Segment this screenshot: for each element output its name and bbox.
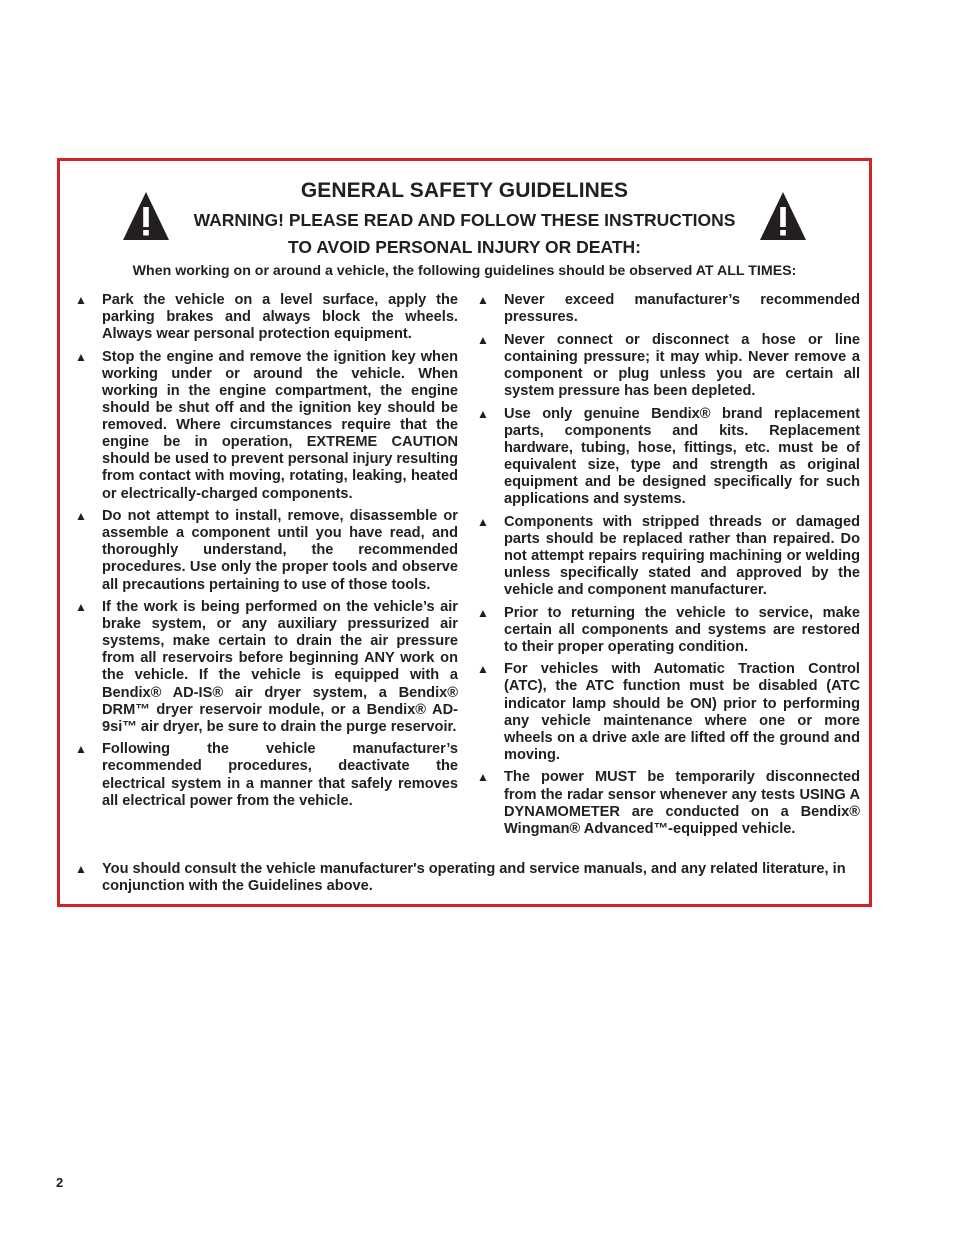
list-item xyxy=(477,514,860,599)
list-item xyxy=(75,508,458,593)
item-text: Following the vehicle manufacturer’s recommended procedures, deactivate the electrical system in a manner that safely removes all electrical power from the vehicle. xyxy=(102,741,458,809)
warning-line-1: WARNING! PLEASE READ AND FOLLOW THESE INSTRUCTIONS xyxy=(193,210,736,230)
item-text: Components with stripped threads or damaged parts should be replaced rather than repaired. Do not attempt repairs requiring machining or welding unless specifically stated and approved by the vehicle and component manufacturer. xyxy=(504,513,860,598)
list-item xyxy=(75,292,458,343)
list-item xyxy=(75,741,458,809)
triangle-bullet-icon: ▲ xyxy=(477,406,489,421)
list-item xyxy=(477,661,860,764)
right-column xyxy=(477,292,860,843)
list-item xyxy=(477,292,860,326)
item-text: Use only genuine Bendix® brand replacement parts, components and kits. Replacement hardware, tubing, hose, fittings, etc. must be of equivalent size, type and strength as original equipment and be designed specifically for such applications and systems. xyxy=(504,405,860,508)
safety-guidelines-box xyxy=(57,158,872,907)
item-text: Never connect or disconnect a hose or line containing pressure; it may whip. Never remove a component or plug unless you are certain all system pressure has been depleted. xyxy=(504,331,860,399)
triangle-bullet-icon: ▲ xyxy=(75,742,87,757)
triangle-bullet-icon: ▲ xyxy=(75,600,87,615)
left-guidelines-list xyxy=(75,292,458,810)
triangle-bullet-icon: ▲ xyxy=(75,862,87,876)
item-text: You should consult the vehicle manufacturer's operating and service manuals, and any related literature, in conjunction with the Guidelines above. xyxy=(102,861,846,895)
triangle-bullet-icon: ▲ xyxy=(477,662,489,677)
list-item xyxy=(477,406,860,509)
intro-text: When working on or around a vehicle, the following guidelines should be observed AT ALL TIMES: xyxy=(132,263,797,279)
item-text: The power MUST be temporarily disconnected from the radar sensor whenever any tests USING A DYNAMOMETER are conducted on a Bendix® Wingman® Advanced™-equipped vehicle. xyxy=(504,769,860,837)
item-text: Park the vehicle on a level surface, apply the parking brakes and always block the wheels. Always wear personal protection equipment. xyxy=(102,292,458,343)
list-item xyxy=(477,332,860,400)
item-text: For vehicles with Automatic Traction Control (ATC), the ATC function must be disabled (ATC indicator lamp should be ON) prior to performing any vehicle maintenance where one or more wheels on a drive axle are lifted off the ground and moving. xyxy=(504,661,860,763)
list-item xyxy=(477,769,860,837)
triangle-bullet-icon: ▲ xyxy=(477,514,489,529)
warning-line-2: TO AVOID PERSONAL INJURY OR DEATH: xyxy=(288,237,641,257)
triangle-bullet-icon: ▲ xyxy=(477,605,489,620)
triangle-bullet-icon: ▲ xyxy=(75,349,87,364)
list-item xyxy=(477,605,860,656)
page-number: 2 xyxy=(56,1175,64,1190)
triangle-bullet-icon: ▲ xyxy=(477,293,489,307)
right-guidelines-list xyxy=(477,292,860,838)
triangle-bullet-icon: ▲ xyxy=(75,509,87,524)
item-text: Do not attempt to install, remove, disassemble or assemble a component until you have read, and thoroughly understand, the recommended procedures. Use only the proper tools and observe all precautions pertaining to use of those tools. xyxy=(102,508,458,593)
triangle-bullet-icon: ▲ xyxy=(477,332,489,347)
final-guideline xyxy=(75,861,860,895)
item-text: If the work is being performed on the vehicle’s air brake system, or any auxiliary pressurized air systems, make certain to drain the air pressure from all reservoirs before beginning ANY work on the vehicle. If the vehicle is equipped with a Bendix® AD-IS® air dryer system, a Bendix® DRM™ dryer reservoir module, or a Bendix® AD-9si™ air dryer, be sure to drain the purge reservoir. xyxy=(102,599,458,735)
triangle-bullet-icon: ▲ xyxy=(75,293,87,307)
item-text: Never exceed manufacturer’s recommended pressures. xyxy=(504,292,860,326)
list-item xyxy=(75,599,458,736)
item-text: Stop the engine and remove the ignition key when working under or around the vehicle. When working in the engine compartment, the engine should be shut off and the ignition key should be removed. Where circumstances require that the engine be in operation, EXTREME CAUTION should be used to prevent personal injury resulting from contact with moving, rotating, leaking, heated or electrically-charged components. xyxy=(102,348,458,502)
list-item xyxy=(75,349,458,503)
guidelines-title: GENERAL SAFETY GUIDELINES xyxy=(300,179,629,202)
item-text: Prior to returning the vehicle to service, make certain all components and systems are restored to their proper operating condition. xyxy=(504,604,860,655)
triangle-bullet-icon: ▲ xyxy=(477,770,489,785)
left-column xyxy=(75,292,458,815)
